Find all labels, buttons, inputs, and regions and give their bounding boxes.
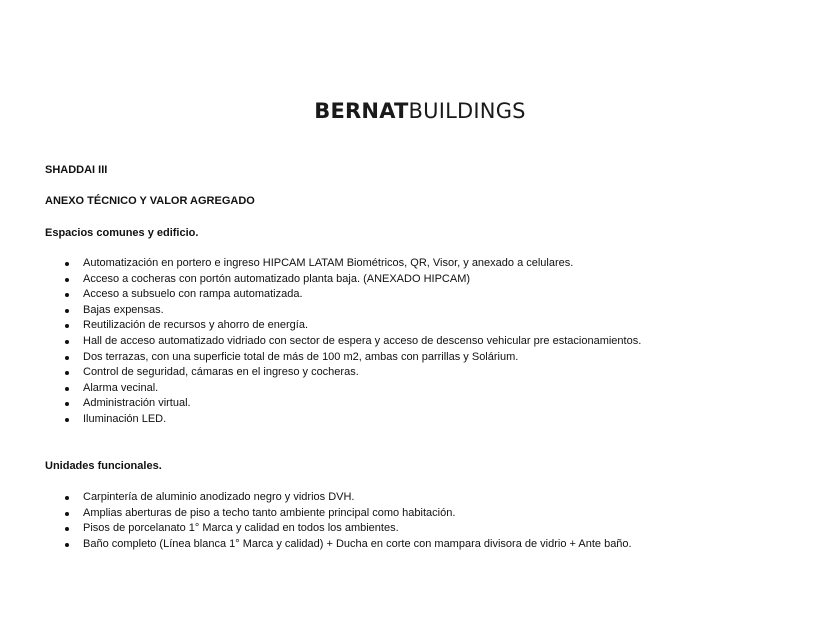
functional-units-heading: Unidades funcionales.: [45, 460, 162, 472]
project-title: SHADDAI III: [45, 164, 108, 176]
list-item: Iluminación LED.: [45, 412, 641, 428]
list-item: Amplias aberturas de piso a techo tanto ambiente principal como habitación.: [45, 506, 632, 522]
common-spaces-list: [45, 256, 641, 428]
logo-part-buildings: BUILDINGS: [408, 99, 526, 123]
functional-units-list: [45, 490, 632, 552]
list-item: Baño completo (Línea blanca 1° Marca y calidad) + Ducha en corte con mampara divisora de vidrio + Ante baño.: [45, 537, 632, 553]
annex-title: ANEXO TÉCNICO Y VALOR AGREGADO: [45, 195, 255, 207]
list-item: Alarma vecinal.: [45, 381, 641, 397]
list-item: Bajas expensas.: [45, 303, 641, 319]
common-spaces-heading: Espacios comunes y edificio.: [45, 227, 199, 239]
list-item: Reutilización de recursos y ahorro de energía.: [45, 318, 641, 334]
list-item: Dos terrazas, con una superficie total de más de 100 m2, ambas con parrillas y Solárium.: [45, 350, 641, 366]
list-item: Administración virtual.: [45, 396, 641, 412]
logo-part-bernat: BERNAT: [314, 99, 409, 123]
bernat-buildings-logo: [0, 98, 840, 124]
list-item: Acceso a cocheras con portón automatizado planta baja. (ANEXADO HIPCAM): [45, 272, 641, 288]
list-item: Hall de acceso automatizado vidriado con sector de espera y acceso de descenso vehicular pre estacionamientos.: [45, 334, 641, 350]
list-item: Pisos de porcelanato 1° Marca y calidad en todos los ambientes.: [45, 521, 632, 537]
list-item: Carpintería de aluminio anodizado negro y vidrios DVH.: [45, 490, 632, 506]
list-item: Acceso a subsuelo con rampa automatizada.: [45, 287, 641, 303]
list-item: Control de seguridad, cámaras en el ingreso y cocheras.: [45, 365, 641, 381]
list-item: Automatización en portero e ingreso HIPCAM LATAM Biométricos, QR, Visor, y anexado a celulares.: [45, 256, 641, 272]
